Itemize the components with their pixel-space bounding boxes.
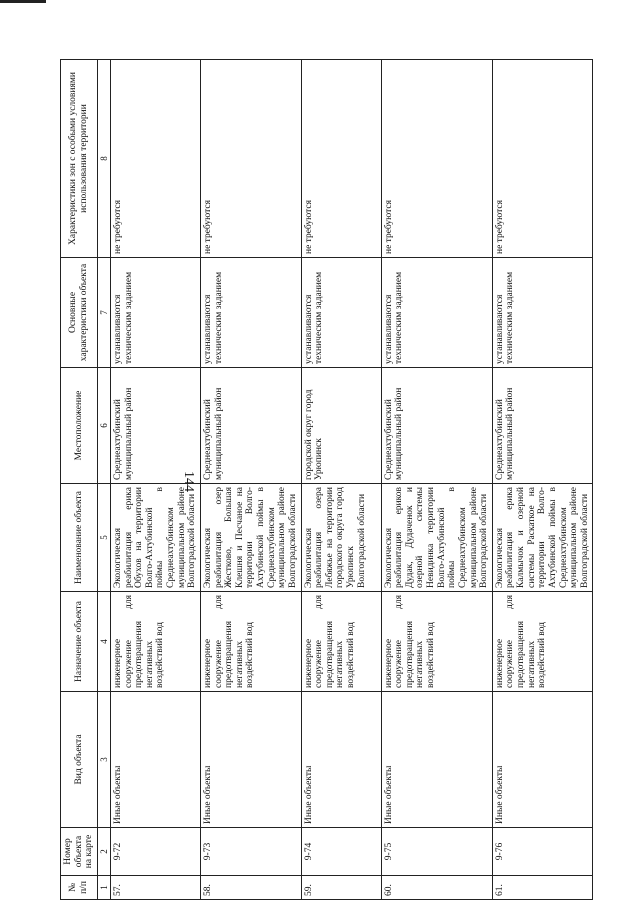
table-row [200, 60, 301, 900]
table-row [301, 60, 381, 900]
row-zones: не требуются [200, 60, 301, 258]
page-number: 144 [181, 471, 196, 492]
row-kind: Иные объекты [110, 692, 200, 828]
column-number: 2 [97, 828, 110, 876]
header-row [61, 60, 98, 900]
row-name: Экологическая реабилитация озер Жестково, Большая Клешня и Песчаное на территории Волго-Ахтубинской поймы в Среднеахтубинском муниципальном районе Волгоградской области [200, 484, 301, 592]
column-number: 7 [97, 258, 110, 368]
row-characteristics: устанавливаются техническим заданием [200, 258, 301, 368]
row-purpose: инженерное сооружение для предотвращения негативных воздействий вод [492, 592, 593, 692]
row-purpose: инженерное сооружение для предотвращения негативных воздействий вод [110, 592, 200, 692]
row-kind: Иные объекты [492, 692, 593, 828]
row-map-number: 9-72 [110, 828, 200, 876]
row-num: 60. [381, 876, 492, 900]
row-location: Среднеахтубинский муниципальный район [110, 368, 200, 484]
row-num: 57. [110, 876, 200, 900]
header-zones: Характеристики зон с особыми условиями использования территории [61, 60, 98, 258]
table-row [381, 60, 492, 900]
table-row [492, 60, 593, 900]
row-zones: не требуются [110, 60, 200, 258]
row-location: Среднеахтубинский муниципальный район [381, 368, 492, 484]
row-characteristics: устанавливаются техническим заданием [110, 258, 200, 368]
column-number: 8 [97, 60, 110, 258]
header-purpose: Назначение объекта [61, 592, 98, 692]
row-zones: не требуются [492, 60, 593, 258]
row-characteristics: устанавливаются техническим заданием [381, 258, 492, 368]
row-num: 59. [301, 876, 381, 900]
corner-scan-mark [0, 0, 46, 3]
row-num: 58. [200, 876, 301, 900]
row-name: Экологическая реабилитация ериков Дудак, Дудаченок и озерной системы Невидинка территории Волго-Ахтубинской поймы в Среднеахтубинском муниципальном районе Волгоградской области [381, 484, 492, 592]
column-number-row [97, 60, 110, 900]
row-zones: не требуются [301, 60, 381, 258]
header-characteristics: Основные характеристики объекта [61, 258, 98, 368]
row-map-number: 9-74 [301, 828, 381, 876]
column-number: 5 [97, 484, 110, 592]
row-name: Экологическая реабилитация озера Лебяжье на территории городского округа город Урюпинск Волгоградской области [301, 484, 381, 592]
row-map-number: 9-73 [200, 828, 301, 876]
row-kind: Иные объекты [200, 692, 301, 828]
column-number: 4 [97, 592, 110, 692]
row-map-number: 9-75 [381, 828, 492, 876]
header-map-number: Номер объекта на карте [61, 828, 98, 876]
row-map-number: 9-76 [492, 828, 593, 876]
row-name: Экологическая реабилитация ерика Обухов на территории Волго-Ахтубинской поймы в Среднеахтубинском муниципальном районе Волгоградской области [110, 484, 200, 592]
column-number: 6 [97, 368, 110, 484]
objects-table [60, 59, 593, 900]
row-purpose: инженерное сооружение для предотвращения негативных воздействий вод [200, 592, 301, 692]
table-row [110, 60, 200, 900]
column-number: 3 [97, 692, 110, 828]
header-kind: Вид объекта [61, 692, 98, 828]
row-kind: Иные объекты [301, 692, 381, 828]
row-purpose: инженерное сооружение для предотвращения негативных воздействий вод [381, 592, 492, 692]
row-purpose: инженерное сооружение для предотвращения негативных воздействий вод [301, 592, 381, 692]
row-characteristics: устанавливаются техническим заданием [301, 258, 381, 368]
header-num: № п/п [61, 876, 98, 900]
row-kind: Иные объекты [381, 692, 492, 828]
header-name: Наименование объекта [61, 484, 98, 592]
row-zones: не требуются [381, 60, 492, 258]
row-location: Среднеахтубинский муниципальный район [492, 368, 593, 484]
row-location: Среднеахтубинский муниципальный район [200, 368, 301, 484]
row-characteristics: устанавливаются техническим заданием [492, 258, 593, 368]
column-number: 1 [97, 876, 110, 900]
row-location: городской округ город Урюпинск [301, 368, 381, 484]
rotated-table-wrapper [60, 60, 620, 900]
row-name: Экологическая реабилитация ерика Калмычок и озерной системы Раскаткое на территории Волго-Ахтубинской поймы в Среднеахтубинском муниципальном районе Волгоградской области [492, 484, 593, 592]
row-num: 61. [492, 876, 593, 900]
header-location: Местоположение [61, 368, 98, 484]
